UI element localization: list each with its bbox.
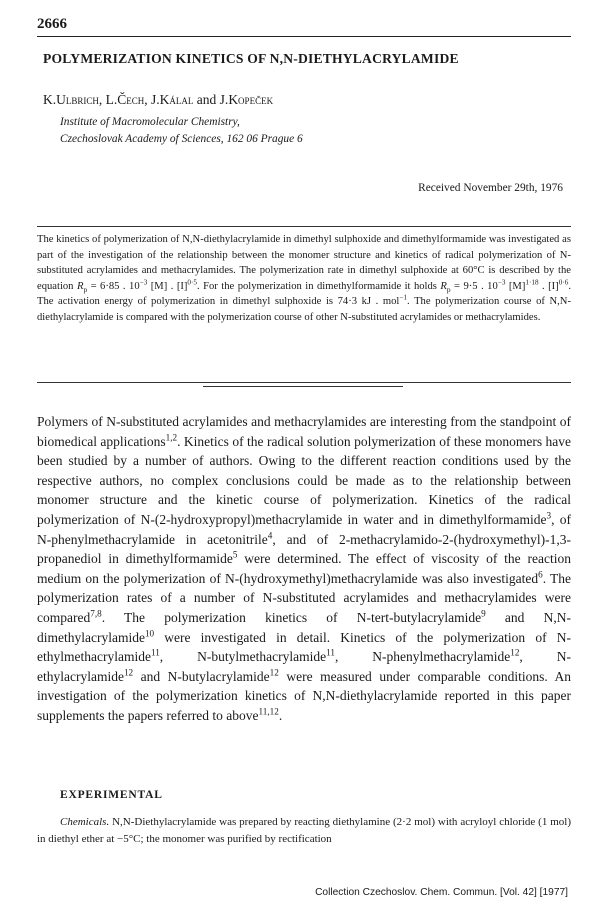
reference-mark: 3: [546, 510, 552, 521]
author-initial: J.: [219, 92, 229, 107]
author-initial: K.: [43, 92, 57, 107]
section-heading-experimental: EXPERIMENTAL: [60, 789, 163, 801]
abstract-text: The kinetics of polymerization of N,N-diethylacrylamide in dimethyl sulphoxide and dimethylformamide was investigated as part of the investigation of the relationship between the monomer structure and kinetics of radical polymerization of N-substituted acrylamides and methacrylamides. The polymerization rate in dimethyl sulphoxide at 60°C is described by the equation: [37, 234, 571, 292]
reference-mark: 10: [144, 628, 155, 639]
rate-subscript: p: [83, 284, 88, 294]
reference-mark: 11,12: [258, 706, 279, 717]
body-text: and N,N-dimethylacrylamide: [37, 609, 571, 645]
reference-mark: 12: [510, 647, 520, 658]
abstract-text: . The activation energy of polymerization in dimethyl sulphoxide is 74·3 kJ . mol: [37, 280, 571, 307]
exponent: −3: [139, 277, 148, 286]
rate-symbol: R: [440, 280, 447, 292]
equation-text: = 6·85 . 10: [87, 280, 140, 292]
author-initial: L.: [105, 92, 118, 107]
body-text: were determined. The effect of viscosity of the reaction medium on the polymerization of N-(hydroxymethyl)methacrylamide was also investigated: [37, 551, 571, 586]
header-rule: [37, 36, 571, 37]
received-date: Received November 29th, 1976: [418, 182, 563, 194]
equation-text: . [I]: [538, 280, 559, 292]
experimental-text: N,N-Diethylacrylamide was prepared by reacting diethylamine (2·2 mol) with acryloyl chloride (1 mol) in diethyl ether at −5°C; the monomer was purified by rectification: [37, 816, 571, 845]
equation-text: = 9·5 . 10: [450, 280, 498, 292]
rate-symbol: R: [76, 280, 84, 292]
body-text: . The polymerization rates of a number of N-substituted acrylamides and methacrylamides were compared: [37, 570, 571, 625]
exponent: 1·18: [525, 277, 539, 286]
body-text: Polymers of N-substituted acrylamides and methacrylamides are interesting from the standpoint of biomedical applications: [37, 414, 571, 449]
experimental-run: [37, 814, 571, 848]
body-text: were measured under comparable conditions. An investigation of the polymerization kinetics of N,N-diethylacrylamide reported in this paper supplements the papers referred to above: [37, 668, 571, 723]
author-surname: Ulbrich: [56, 92, 99, 107]
body-text: . The polymerization kinetics of N-tert-butylacrylamide: [101, 609, 482, 625]
affiliation: [60, 114, 303, 148]
abstract: [37, 232, 571, 325]
author-separator: ,: [144, 92, 152, 107]
body-text: .: [278, 707, 283, 723]
author-surname: Kopeček: [228, 92, 274, 107]
body-text: , N-butylmethacrylamide: [159, 649, 327, 665]
exponent: 0·5: [187, 277, 197, 286]
reference-mark: 12: [269, 667, 279, 678]
reference-mark: 12: [123, 667, 134, 678]
reference-mark: 6: [538, 569, 543, 580]
rate-subscript: p: [446, 284, 451, 294]
reference-mark: 7,8: [90, 608, 102, 619]
introduction-paragraph: [37, 412, 571, 726]
reference-mark: 11: [326, 647, 335, 658]
abstract-rule-short: [203, 386, 403, 387]
equation-text: [M] . [I]: [147, 280, 188, 292]
author-surname: Kálal: [159, 92, 194, 107]
reference-mark: 5: [232, 549, 238, 560]
author-separator: ,: [98, 92, 106, 107]
exponent: −3: [497, 277, 506, 286]
reference-mark: 1,2: [165, 432, 178, 443]
reference-mark: 11: [150, 647, 160, 658]
body-text: , N-phenylmethacrylamide: [334, 649, 511, 665]
reference-mark: 9: [481, 608, 486, 619]
exponent: −1: [399, 293, 408, 302]
abstract-rule-bottom: [37, 382, 571, 383]
exponent: 0·6: [558, 277, 569, 286]
affiliation-line: Institute of Macromolecular Chemistry,: [60, 116, 240, 128]
reference-mark: 4: [267, 530, 273, 541]
body-text: , N-ethylacrylamide: [37, 649, 571, 684]
run-in-heading: Chemicals.: [60, 816, 110, 828]
author-list: [43, 92, 273, 108]
journal-footer: Collection Czechoslov. Chem. Commun. [Vol. 42] [1977]: [315, 887, 568, 898]
equation-text: [M]: [505, 280, 526, 292]
body-text: and N-butylacrylamide: [133, 668, 270, 684]
body-text: , and of 2-methacrylamido-2-(hydroxymethyl)-1,3-propanediol in dimethylformamide: [37, 531, 571, 567]
author-conjunction: and: [193, 92, 220, 107]
affiliation-line: Czechoslovak Academy of Sciences, 162 06 Prague 6: [60, 133, 303, 145]
abstract-rule-top: [37, 226, 571, 227]
body-text: , of N-phenylmethacrylamide in acetonitrile: [37, 511, 571, 547]
author-initial: J.: [151, 92, 160, 107]
page-number: 2666: [37, 16, 67, 32]
body-text: . Kinetics of the radical solution polymerization of these monomers have been studied by a number of authors. Owing to the different reaction conditions used by the respective authors, no complex conclusions could be made as to the relationship between monomer structure and the kinetic course of polymerization. Kinetics of the radical polymerization of N-(2-hydroxypropyl)methacrylamide in water and in dimethylformamide: [37, 433, 571, 527]
abstract-text: . For the polymerization in dimethylformamide it holds: [197, 280, 441, 292]
abstract-text: . The polymerization course of N,N-diethylacrylamide is compared with the polymerization course of other N-substituted acrylamides or methacrylamides.: [37, 296, 571, 323]
experimental-paragraph: [37, 814, 571, 848]
body-text: were investigated in detail. Kinetics of the polymerization of N-ethylmethacrylamide: [37, 629, 571, 665]
author-surname: Čech: [117, 92, 145, 107]
paper-title: POLYMERIZATION KINETICS OF N,N-DIETHYLACRYLAMIDE: [43, 51, 459, 66]
